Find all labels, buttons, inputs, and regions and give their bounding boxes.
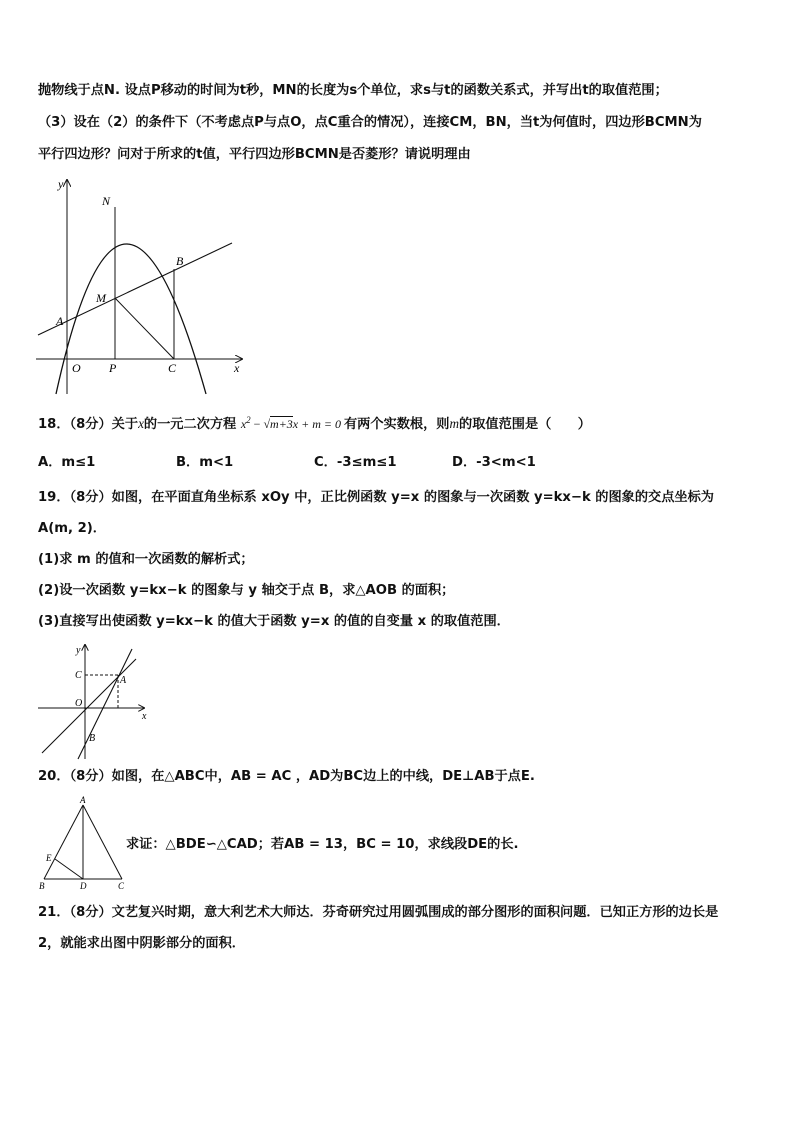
label-a: A — [56, 314, 64, 328]
q21-line-1: 21．（8分）文艺复兴时期，意大利艺术大师达．芬奇研究过用圆弧围成的部分图形的面积问题．已知正方形的边长是 — [38, 905, 719, 920]
label-x: x — [234, 361, 240, 375]
q18-equation: $x^2 - √m+3x + m = 0$ — [240, 415, 341, 431]
q19-line-3: (1)求 m 的值和一次函数的解析式； — [38, 552, 254, 567]
segment-de — [55, 859, 83, 879]
label-y: y — [58, 177, 64, 191]
label-a: A — [80, 795, 86, 805]
q17-line-2: （3）设在（2）的条件下（不考虑点P与点O，点C重合的情况），连接CM，BN，当t为何值时，四边形BCMN为 — [38, 115, 702, 130]
label-c: C — [75, 670, 82, 681]
q19-line-1: 19．（8分）如图，在平面直角坐标系 xOy 中，正比例函数 y=x 的图象与一次函数 y=kx−k 的图象的交点坐标为 — [38, 490, 714, 505]
eq-minus: − — [250, 417, 264, 431]
q17-line-3: 平行四边形？问对于所求的t值，平行四边形BCMN是否菱形？请说明理由 — [38, 147, 471, 162]
q20-proof: 求证：△BDE∽△CAD；若AB = 13，BC = 10，求线段DE的长. — [126, 837, 519, 852]
q18-var-x: x — [138, 416, 144, 431]
side-ac — [83, 805, 122, 879]
eq-x2: x — [240, 417, 247, 431]
label-a: A — [120, 675, 127, 686]
q19-coordinate-figure — [36, 641, 152, 761]
q18-stem-suffix: 的取值范围是（ ） — [459, 417, 591, 432]
label-c: C — [118, 881, 125, 891]
side-ab — [44, 805, 83, 879]
q19-line-4: (2)设一次函数 y=kx−k 的图象与 y 轴交于点 B，求△AOB 的面积； — [38, 583, 455, 598]
q18-option-d: D．-3<m<1 — [452, 455, 536, 470]
label-b: B — [176, 254, 184, 268]
label-b: B — [89, 733, 96, 744]
q20-line-1: 20．（8分）如图，在△ABC中，AB = AC ，AD为BC边上的中线，DE⊥AB于点E. — [38, 769, 535, 784]
label-n: N — [102, 194, 111, 208]
label-d: D — [80, 881, 87, 891]
q19-line-5: (3)直接写出使函数 y=kx−k 的值大于函数 y=x 的值的自变量 x 的取值范围． — [38, 614, 510, 629]
q17-line-1: 抛物线于点N. 设点P移动的时间为t秒，MN的长度为s个单位，求s与t的函数关系式，并写出t的取值范围； — [38, 83, 668, 98]
label-o: O — [75, 698, 83, 709]
q18-var-m: m — [449, 416, 460, 431]
q18-stem — [38, 410, 591, 435]
label-b: B — [39, 881, 45, 891]
eq-sup: 2 — [246, 415, 251, 425]
eq-sqrt: m+3 — [270, 417, 293, 431]
segment-mc — [115, 298, 174, 359]
q21-line-2: 2，就能求出图中阴影部分的面积． — [38, 936, 245, 951]
q20-triangle-figure — [36, 795, 132, 891]
label-x: x — [142, 711, 147, 722]
label-o: O — [72, 361, 81, 375]
q18-option-c: C．-3≤m≤1 — [314, 455, 397, 470]
q18-stem-mid: 的一元二次方程 — [143, 417, 237, 432]
line-y-equals-kx-minus-k — [78, 649, 132, 759]
label-p: P — [109, 361, 117, 375]
q18-stem-mid2: 有两个实数根，则 — [344, 417, 450, 432]
eq-rest: + m = 0 — [298, 417, 341, 431]
label-e: E — [46, 853, 52, 863]
q18-option-a: A．m≤1 — [38, 455, 96, 470]
label-y: y — [76, 645, 81, 656]
q17-parabola-figure — [36, 174, 248, 396]
q18-option-b: B．m<1 — [176, 455, 234, 470]
q18-stem-prefix: 18．（8分）关于 — [38, 417, 139, 432]
eq-x: x — [292, 417, 299, 431]
label-m: M — [96, 291, 106, 305]
label-c: C — [168, 361, 177, 375]
q19-line-2: A(m, 2)． — [38, 521, 106, 536]
